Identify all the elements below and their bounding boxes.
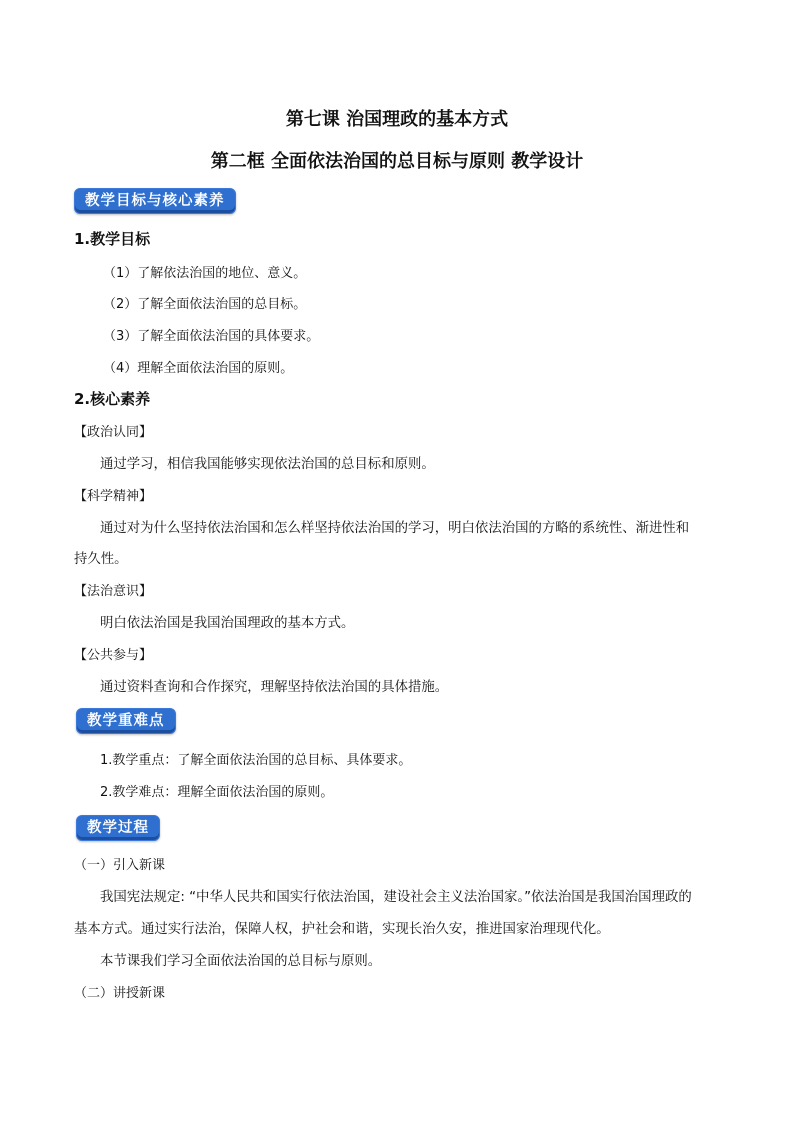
intro-text-summary: 本节课我们学习全面依法治国的总目标与原则。 [100, 954, 382, 969]
literacy-heading: 2.核心素养 [74, 390, 151, 408]
goals-heading: 1.教学目标 [74, 230, 151, 248]
literacy-text-science-cont: 持久性。 [74, 552, 128, 567]
intro-text-cont: 基本方式。通过实行法治，保障人权，护社会和谐，实现长治久安，推进国家治理现代化。 [74, 922, 610, 937]
goal-item: （4）理解全面依法治国的原则。 [103, 361, 294, 376]
difficult-point: 2.教学难点：理解全面依法治国的原则。 [100, 785, 334, 800]
page-subtitle: 第二框 全面依法治国的总目标与原则 教学设计 [210, 151, 584, 172]
literacy-text-political: 通过学习，相信我国能够实现依法治国的总目标和原则。 [100, 457, 435, 472]
literacy-text-public: 通过资料查询和合作探究，理解坚持依法治国的具体措施。 [100, 680, 449, 695]
literacy-text-law: 明白依法治国是我国治国理政的基本方式。 [100, 616, 355, 631]
intro-text: 我国宪法规定: “中华人民共和国实行依法治国，建设社会主义法治国家。”依法治国是我国治国理政的 [100, 890, 692, 905]
section-banner-goals: 教学目标与核心素养 [74, 188, 236, 214]
literacy-tag-law: 【法治意识】 [74, 584, 153, 599]
page-title: 第七课 治国理政的基本方式 [285, 109, 509, 130]
literacy-text-science: 通过对为什么坚持依法治国和怎么样坚持依法治国的学习，明白依法治国的方略的系统性、渐进性和 [100, 521, 690, 536]
goal-item: （2）了解全面依法治国的总目标。 [103, 297, 307, 312]
goal-item: （1）了解依法治国的地位、意义。 [103, 266, 307, 281]
key-point: 1.教学重点：了解全面依法治国的总目标、具体要求。 [100, 753, 412, 768]
literacy-tag-science: 【科学精神】 [74, 489, 153, 504]
step-heading: （二）讲授新课 [74, 986, 166, 1001]
goal-item: （3）了解全面依法治国的具体要求。 [103, 329, 320, 344]
section-banner-keypoints: 教学重难点 [76, 708, 176, 734]
literacy-tag-political: 【政治认同】 [74, 425, 153, 440]
section-banner-process: 教学过程 [76, 815, 160, 841]
literacy-tag-public: 【公共参与】 [74, 648, 153, 663]
step-heading: （一）引入新课 [74, 858, 166, 873]
